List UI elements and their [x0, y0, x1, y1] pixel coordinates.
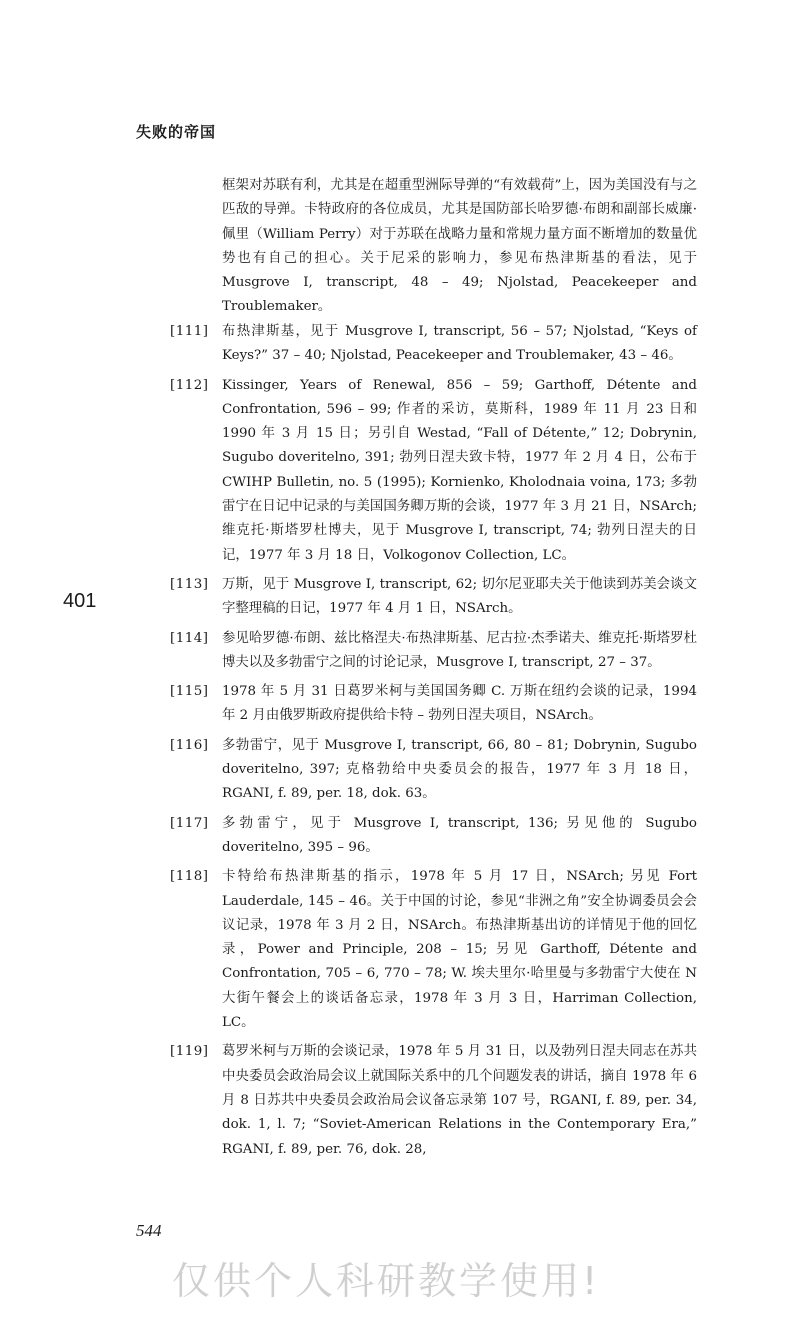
- endnote-111: [170, 320, 697, 369]
- endnote-number: [113]: [170, 576, 209, 592]
- endnote-115: [170, 680, 697, 729]
- endnote-text: 布热津斯基，见于 Musgrove I, transcript, 56 – 57; Njolstad, “Keys of Keys?” 37 – 40; Njolstad, Peacekeeper and Troublemaker, 43 – 46。: [222, 324, 697, 364]
- endnote-text: 参见哈罗德·布朗、兹比格涅夫·布热津斯基、尼古拉·杰季诺夫、维克托·斯塔罗杜博夫以及多勃雷宁之间的讨论记录，Musgrove I, transcript, 27 – 37。: [222, 630, 697, 670]
- endnote-text: 多勃雷宁，见于 Musgrove I, transcript, 136; 另见他的 Sugubo doveritelno, 395 – 96。: [222, 815, 697, 855]
- endnote-114: [170, 627, 697, 676]
- endnote-116: [170, 734, 697, 807]
- endnote-number: [116]: [170, 737, 209, 753]
- endnote-119: [170, 1040, 697, 1161]
- endnotes-list: [170, 320, 697, 1167]
- endnote-text: Kissinger, Years of Renewal, 856 – 59; Garthoff, Détente and Confrontation, 596 – 99; 作者的采访，莫斯科，1989 年 11 月 23 日和 1990 年 3 月 15 日；另引自 Westad, “Fall of Détente,” 12; Dobrynin, Sugubo doveritelno, 391; 勃列日涅夫致卡特，1977 年 2 月 4 日，公布于 CWIHP Bulletin, no. 5 (1995); Kornienko, Kholodnaia voina, 173; 多勃雷宁在日记中记录的与美国国务卿万斯的会谈，1977 年 3 月 21 日，NSArch; 维克托·斯塔罗杜博夫，见于 Musgrove I, transcript, 74; 勃列日涅夫的日记，1977 年 3 月 18 日，Volkogonov Collection, LC。: [222, 377, 697, 563]
- endnote-text: 万斯，见于 Musgrove I, transcript, 62; 切尔尼亚耶夫关于他读到苏美会谈文字整理稿的日记，1977 年 4 月 1 日，NSArch。: [222, 576, 697, 617]
- endnote-number: [111]: [170, 324, 209, 339]
- endnote-number: [117]: [170, 815, 209, 831]
- endnote-number: [119]: [170, 1044, 209, 1060]
- endnote-112: [170, 374, 697, 568]
- note-continuation: 框架对苏联有利，尤其是在超重型洲际导弹的“有效载荷”上，因为美国没有与之匹敌的导弹。卡特政府的各位成员，尤其是国防部长哈罗德·布朗和副部长威廉·佩里（William Perry）对于苏联在战略力量和常规力量方面不断增加的数量优势也有自己的担心。关于尼采的影响力，参见布热津斯基的看法，见于 Musgrove I, transcript, 48 – 49; Njolstad, Peacekeeper and Troublemaker。: [222, 178, 697, 315]
- endnote-text: 1978 年 5 月 31 日葛罗米柯与美国国务卿 C. 万斯在纽约会谈的记录，1994 年 2 月由俄罗斯政府提供给卡特 – 勃列日涅夫项目，NSArch。: [222, 684, 697, 724]
- endnote-number: [112]: [170, 377, 209, 393]
- endnote-113: [170, 573, 697, 622]
- endnote-118: [170, 865, 697, 1035]
- endnote-text: 葛罗米柯与万斯的会谈记录，1978 年 5 月 31 日，以及勃列日涅夫同志在苏共中央委员会政治局会议上就国际关系中的几个问题发表的讲话，摘自 1978 年 6 月 8 日苏共中央委员会政治局会议备忘录第 107 号，RGANI, f. 89, per. 34, dok. 1, l. 7; “Soviet-American Relations in the Contemporary Era,” RGANI, f. 89, per. 76, dok. 28,: [222, 1044, 697, 1157]
- endnote-number: [118]: [170, 869, 209, 885]
- endnote-text: 多勃雷宁，见于 Musgrove I, transcript, 66, 80 – 81; Dobrynin, Sugubo doveritelno, 397; 克格勃给中央委员会的报告，1977 年 3 月 18 日，RGANI, f. 89, per. 18, dok. 63。: [222, 737, 697, 802]
- running-head-book-title: 失败的帝国: [136, 123, 217, 141]
- endnote-117: [170, 812, 697, 861]
- endnote-number: [114]: [170, 630, 209, 646]
- endnote-text: 卡特给布热津斯基的指示，1978 年 5 月 17 日，NSArch; 另见 Fort Lauderdale, 145 – 46。关于中国的讨论，参见“非洲之角”安全协调委员会会议记录，1978 年 3 月 2 日，NSArch。布热津斯基出访的详情见于他的回忆录，Power and Principle, 208 – 15; 另见 Garthoff, Détente and Confrontation, 705 – 6, 770 – 78; W. 埃夫里尔·哈里曼与多勃雷宁大使在 N 大街午餐会上的谈话备忘录，1978 年 3 月 3 日，Harriman Collection, LC。: [222, 869, 697, 1031]
- page-number: 544: [136, 1221, 162, 1240]
- watermark-text: 仅供个人科研教学使用!: [172, 1259, 601, 1303]
- margin-page-reference: 401: [63, 590, 97, 612]
- endnote-number: [115]: [170, 684, 209, 700]
